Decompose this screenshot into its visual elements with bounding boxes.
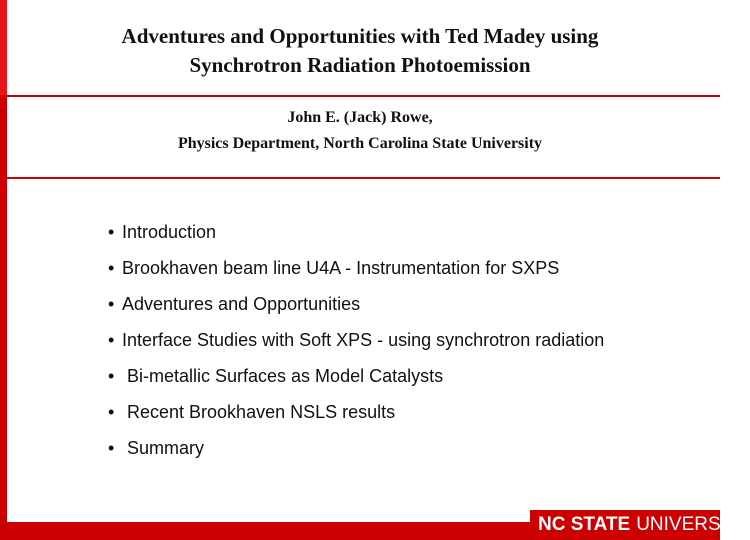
bullet-item bbox=[108, 256, 708, 292]
bullet-dot: • bbox=[108, 294, 115, 314]
bullet-text: Adventures and Opportunities bbox=[122, 294, 361, 314]
bullet-list bbox=[108, 220, 708, 472]
bullet-item bbox=[108, 364, 708, 400]
bullet-dot: • bbox=[108, 402, 115, 422]
bullet-dot: • bbox=[108, 438, 115, 458]
bullet-text: Bi-metallic Surfaces as Model Catalysts bbox=[122, 366, 444, 386]
bullet-text: Brookhaven beam line U4A - Instrumentation for SXPS bbox=[122, 258, 560, 278]
author-divider bbox=[0, 177, 720, 179]
bullet-text: Summary bbox=[122, 438, 205, 458]
logo-text-nc-state: NC STATE bbox=[538, 514, 631, 535]
bullet-dot: • bbox=[108, 366, 115, 386]
bullet-dot: • bbox=[108, 330, 115, 350]
bullet-item bbox=[108, 328, 708, 364]
title-line-2: Synchrotron Radiation Photoemission bbox=[189, 53, 531, 77]
title-divider bbox=[0, 95, 720, 97]
bullet-item bbox=[108, 292, 708, 328]
author-affiliation: Physics Department, North Carolina State University bbox=[177, 135, 543, 152]
bullet-item bbox=[108, 400, 708, 436]
bullet-item bbox=[108, 436, 708, 472]
author-name: John E. (Jack) Rowe, bbox=[287, 109, 433, 126]
bullet-dot: • bbox=[108, 258, 115, 278]
title-line-1: Adventures and Opportunities with Ted Madey using bbox=[121, 24, 599, 48]
nc-state-university-logo bbox=[530, 510, 750, 540]
bullet-text: Interface Studies with Soft XPS - using synchrotron radiation bbox=[122, 330, 605, 350]
slide-title bbox=[20, 22, 700, 80]
bullet-text: Introduction bbox=[122, 222, 217, 242]
author-block bbox=[20, 105, 700, 157]
bullet-item bbox=[108, 220, 708, 256]
bullet-dot: • bbox=[108, 222, 115, 242]
left-accent-bar-top bbox=[0, 0, 7, 95]
bullet-text: Recent Brookhaven NSLS results bbox=[122, 402, 396, 422]
logo-text-university: UNIVERSITY bbox=[636, 514, 750, 535]
